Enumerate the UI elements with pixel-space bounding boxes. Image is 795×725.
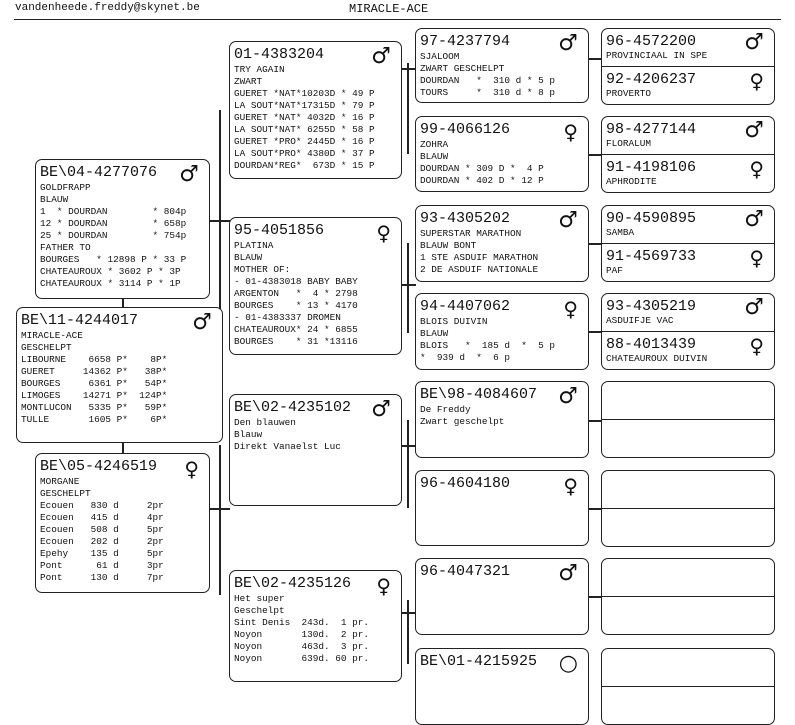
- ring-number: 01-4383204: [234, 46, 325, 63]
- ring-number: BE\11-4244017: [21, 312, 139, 329]
- pedigree-card[interactable]: [229, 570, 402, 682]
- detail-line: 1 STE ASDUIF MARATHON: [420, 252, 539, 263]
- pedigree-connector: [407, 243, 409, 333]
- pedigree-card[interactable]: [35, 453, 210, 593]
- detail-line: DOURDAN*REG* 673D * 15 P: [234, 160, 375, 171]
- detail-line: BLAUW: [420, 151, 449, 162]
- detail-line: Direkt Vanaelst Luc: [234, 441, 341, 452]
- dam-slot: [602, 508, 774, 547]
- pedigree-card[interactable]: [415, 648, 589, 725]
- pedigree-connector: [588, 58, 602, 60]
- ring-number: 88-4013439: [606, 335, 697, 353]
- pedigree-connector: [588, 596, 602, 598]
- pedigree-connector: [407, 63, 409, 154]
- detail-line: Ecouen 415 d 4pr: [40, 512, 164, 523]
- detail-line: Epehy 135 d 5pr: [40, 548, 164, 559]
- detail-line: BLAUW: [420, 328, 449, 339]
- dam-slot: [602, 419, 774, 458]
- dam-slot: [602, 686, 774, 725]
- detail-line: BOURGES * 12898 P * 33 P: [40, 254, 187, 265]
- ring-number: 99-4066126: [420, 121, 511, 138]
- ring-number: 91-4198106: [606, 158, 697, 176]
- ring-number: BE\98-4084607: [420, 386, 538, 403]
- detail-line: 2 DE ASDUIF NATIONALE: [420, 264, 539, 275]
- bird-details: [606, 265, 623, 277]
- pedigree-card[interactable]: [415, 293, 589, 370]
- male-icon: ♂: [744, 118, 764, 143]
- header-rule: [14, 19, 781, 20]
- detail-line: GESCHELPT: [40, 488, 91, 499]
- detail-line: MORGANE: [40, 476, 80, 487]
- detail-line: De Freddy: [420, 404, 471, 415]
- detail-line: BOURGES * 31 *13116: [234, 336, 358, 347]
- dam-slot: [602, 243, 774, 282]
- bird-details: [606, 353, 707, 365]
- pedigree-card[interactable]: [35, 159, 210, 299]
- male-icon: ♂: [192, 310, 212, 335]
- sire-slot: [602, 206, 774, 244]
- ring-number: BE\02-4235102: [234, 399, 352, 416]
- pedigree-connector: [407, 420, 409, 508]
- pedigree-pair-card[interactable]: [601, 293, 775, 370]
- detail-line: Ecouen 508 d 5pr: [40, 524, 164, 535]
- detail-line: LA SOUT*NAT* 6255D * 58 P: [234, 124, 375, 135]
- male-icon: ♂: [371, 44, 391, 69]
- bird-details: [606, 315, 674, 327]
- ring-number: 97-4237794: [420, 33, 511, 50]
- pedigree-connector: [219, 445, 221, 595]
- detail-line: BLAUW: [40, 194, 69, 205]
- detail-line: TOURS * 310 d * 8 p: [420, 87, 556, 98]
- male-icon: ♂: [744, 30, 764, 55]
- pedigree-connector: [588, 154, 602, 156]
- detail-line: Het super: [234, 593, 285, 604]
- detail-line: GUERET 14362 P* 38P*: [21, 366, 168, 377]
- female-icon: ♀: [376, 221, 391, 245]
- sire-slot: [602, 471, 774, 509]
- detail-line: ASDUIFJE VAC: [606, 315, 674, 326]
- pedigree-connector: [588, 508, 602, 510]
- detail-line: Zwart geschelpt: [420, 416, 505, 427]
- dam-slot: [602, 331, 774, 370]
- detail-line: GUERET *NAT* 4032D * 16 P: [234, 112, 375, 123]
- detail-line: PROVINCIAAL IN SPE: [606, 50, 708, 61]
- pedigree-pair-card[interactable]: [601, 648, 775, 725]
- detail-line: LA SOUT*NAT*17315D * 79 P: [234, 100, 375, 111]
- pedigree-card[interactable]: [415, 28, 589, 103]
- sire-slot: [602, 294, 774, 332]
- pedigree-card[interactable]: [16, 307, 223, 443]
- pedigree-card[interactable]: [229, 394, 402, 506]
- female-icon: ♀: [563, 474, 578, 498]
- detail-line: * 939 d * 6 p: [420, 352, 511, 363]
- bird-details: [420, 316, 555, 364]
- ring-number: 93-4305202: [420, 210, 511, 227]
- detail-line: Geschelpt: [234, 605, 285, 616]
- pedigree-card[interactable]: [229, 41, 402, 179]
- pedigree-pair-card[interactable]: [601, 381, 775, 458]
- detail-line: - 01-4383018 BABY BABY: [234, 276, 358, 287]
- detail-line: 25 * DOURDAN * 754p: [40, 230, 187, 241]
- detail-line: SUPERSTAR MARATHON: [420, 228, 522, 239]
- detail-line: Blauw: [234, 429, 263, 440]
- detail-line: CHATEAUROUX DUIVIN: [606, 352, 708, 364]
- detail-line: PROVERTO: [606, 87, 652, 99]
- detail-line: Noyon 463d. 3 pr.: [234, 641, 370, 652]
- detail-line: ARGENTON * 4 * 2798: [234, 288, 358, 299]
- detail-line: BLOIS * 185 d * 5 p: [420, 340, 556, 351]
- dam-slot: [602, 66, 774, 105]
- male-icon: ♂: [558, 561, 578, 586]
- detail-line: Ecouen 830 d 2pr: [40, 500, 164, 511]
- pedigree-pair-card[interactable]: [601, 28, 775, 105]
- male-icon: ♂: [558, 384, 578, 409]
- male-icon: ♂: [558, 208, 578, 233]
- bird-details: [40, 476, 164, 584]
- ring-number: 94-4407062: [420, 298, 511, 315]
- detail-line: - 01-4383337 DROMEN: [234, 312, 341, 323]
- bird-details: [21, 330, 167, 426]
- male-icon: ♂: [371, 397, 391, 422]
- sire-slot: [602, 117, 774, 155]
- pedigree-connector: [407, 600, 409, 664]
- bird-details: [606, 50, 707, 62]
- female-icon: ♀: [563, 120, 578, 144]
- ring-number: BE\05-4246519: [40, 458, 158, 475]
- sire-slot: [602, 29, 774, 67]
- pedigree-card[interactable]: [415, 205, 589, 282]
- detail-line: 12 * DOURDAN * 658p: [40, 218, 187, 229]
- ring-number: 92-4206237: [606, 70, 697, 88]
- female-icon: ♀: [749, 245, 764, 270]
- detail-line: TULLE 1605 P* 6P*: [21, 414, 168, 425]
- detail-line: MOTHER OF:: [234, 264, 291, 275]
- ring-number: 90-4590895: [606, 210, 697, 227]
- bird-details: [420, 404, 504, 428]
- detail-line: SJALOOM: [420, 51, 460, 62]
- detail-line: Pont 130 d 7pr: [40, 572, 164, 583]
- pedigree-pair-card[interactable]: [601, 205, 775, 282]
- detail-line: BLAUW: [234, 252, 263, 263]
- bird-details: [234, 64, 375, 172]
- female-icon: ♀: [563, 297, 578, 321]
- bird-details: [606, 227, 634, 239]
- unknown-sex-icon: ○: [558, 651, 578, 676]
- detail-line: PLATINA: [234, 240, 274, 251]
- ring-number: 91-4569733: [606, 247, 697, 265]
- pedigree-pair-card[interactable]: [601, 558, 775, 635]
- detail-line: FATHER TO: [40, 242, 91, 253]
- dam-slot: [602, 154, 774, 193]
- pedigree-connector: [588, 243, 602, 245]
- detail-line: SAMBA: [606, 227, 635, 238]
- ring-number: BE\02-4235126: [234, 575, 352, 592]
- detail-line: LA SOUT*PRO* 4380D * 37 P: [234, 148, 375, 159]
- pedigree-card[interactable]: [415, 116, 589, 192]
- bird-details: [606, 138, 651, 150]
- detail-line: Ecouen 202 d 2pr: [40, 536, 164, 547]
- ring-number: 96-4604180: [420, 475, 511, 492]
- dam-slot: [602, 596, 774, 635]
- pedigree-pair-card[interactable]: [601, 470, 775, 547]
- female-icon: ♀: [376, 574, 391, 598]
- detail-line: DOURDAN * 402 D * 12 P: [420, 175, 544, 186]
- pedigree-pair-card[interactable]: [601, 116, 775, 193]
- male-icon: ♂: [744, 207, 764, 232]
- header-title: MIRACLE-ACE: [349, 2, 429, 16]
- sire-slot: [602, 649, 774, 687]
- male-icon: ♂: [744, 295, 764, 320]
- detail-line: MIRACLE-ACE: [21, 330, 83, 341]
- detail-line: APHRODITE: [606, 175, 657, 187]
- detail-line: ZWART GESCHELPT: [420, 63, 505, 74]
- detail-line: GUERET *NAT*10203D * 49 P: [234, 88, 375, 99]
- ring-number: 93-4305219: [606, 298, 697, 315]
- detail-line: MONTLUCON 5335 P* 59P*: [21, 402, 168, 413]
- male-icon: ♂: [558, 31, 578, 56]
- detail-line: ZOHRA: [420, 139, 449, 150]
- bird-details: [420, 139, 544, 187]
- detail-line: BLAUW BONT: [420, 240, 477, 251]
- detail-line: Noyon 639d. 60 pr.: [234, 653, 370, 664]
- detail-line: GUERET *PRO* 2445D * 16 P: [234, 136, 375, 147]
- detail-line: TRY AGAIN: [234, 64, 285, 75]
- detail-line: CHATEAUROUX* 24 * 6855: [234, 324, 358, 335]
- detail-line: Pont 61 d 3pr: [40, 560, 164, 571]
- bird-details: [234, 240, 358, 348]
- detail-line: BOURGES * 13 * 4170: [234, 300, 358, 311]
- detail-line: FLORALUM: [606, 138, 652, 149]
- pedigree-card[interactable]: [415, 381, 589, 458]
- pedigree-connector: [219, 110, 221, 326]
- ring-number: 95-4051856: [234, 222, 325, 239]
- detail-line: CHATEAUROUX * 3114 P * 1P: [40, 278, 181, 289]
- detail-line: 1 * DOURDAN * 804p: [40, 206, 187, 217]
- header-email: vandenheede.freddy@skynet.be: [15, 2, 200, 14]
- ring-number: 98-4277144: [606, 121, 697, 138]
- detail-line: PAF: [606, 264, 623, 276]
- bird-details: [234, 417, 341, 453]
- ring-number: 96-4047321: [420, 563, 511, 580]
- detail-line: ZWART: [234, 76, 263, 87]
- sire-slot: [602, 382, 774, 420]
- female-icon: ♀: [749, 333, 764, 358]
- detail-line: GESCHELPT: [21, 342, 72, 353]
- bird-details: [40, 182, 186, 290]
- bird-details: [606, 88, 651, 100]
- male-icon: ♂: [179, 162, 199, 187]
- pedigree-connector: [588, 331, 602, 333]
- bird-details: [420, 51, 555, 99]
- pedigree-card[interactable]: [415, 470, 589, 546]
- detail-line: DOURDAN * 309 D * 4 P: [420, 163, 544, 174]
- ring-number: BE\01-4215925: [420, 653, 538, 670]
- ring-number: BE\04-4277076: [40, 164, 158, 181]
- bird-details: [606, 176, 657, 188]
- female-icon: ♀: [749, 156, 764, 181]
- sire-slot: [602, 559, 774, 597]
- pedigree-card[interactable]: [415, 558, 589, 635]
- bird-details: [234, 593, 369, 665]
- detail-line: LIMOGES 14271 P* 124P*: [21, 390, 168, 401]
- pedigree-connector: [588, 420, 602, 422]
- bird-details: [420, 228, 538, 276]
- detail-line: BOURGES 6361 P* 54P*: [21, 378, 168, 389]
- detail-line: BLOIS DUIVIN: [420, 316, 488, 327]
- pedigree-card[interactable]: [229, 217, 402, 355]
- detail-line: DOURDAN * 310 d * 5 p: [420, 75, 556, 86]
- ring-number: 96-4572200: [606, 33, 697, 50]
- detail-line: Sint Denis 243d. 1 pr.: [234, 617, 370, 628]
- female-icon: ♀: [184, 457, 199, 481]
- detail-line: GOLDFRAPP: [40, 182, 91, 193]
- detail-line: Noyon 130d. 2 pr.: [234, 629, 370, 640]
- detail-line: CHATEAUROUX * 3602 P * 3P: [40, 266, 181, 277]
- detail-line: LIBOURNE 6658 P* 8P*: [21, 354, 168, 365]
- detail-line: Den blauwen: [234, 417, 296, 428]
- female-icon: ♀: [749, 68, 764, 93]
